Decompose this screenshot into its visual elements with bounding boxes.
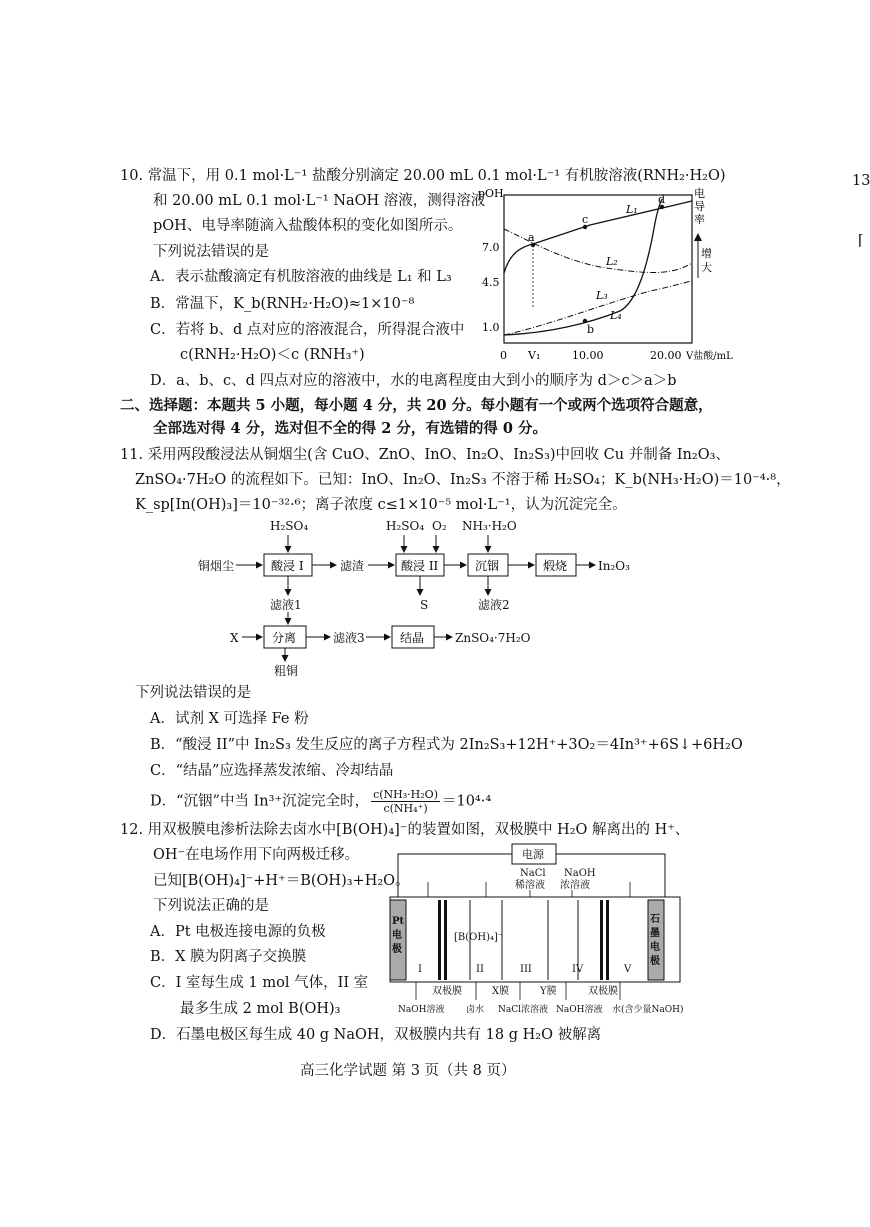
q12-option-c2: 最多生成 2 mol B(OH)₃ [180,1001,341,1017]
section2-line2: 全部选对得 4 分，选对但不全的得 2 分，有选错的得 0 分。 [153,420,548,437]
q11-option-d: D．“沉铟”中当 In³⁺沉淀完全时， $\frac{\text{c(NH₃·H₂O)}}{\text{c(NH₄⁺)}}$ ＝10⁴·⁴ [150,788,492,815]
svg-text:极: 极 [650,956,660,967]
svg-text:墨: 墨 [650,928,660,939]
q11-line1: 11. 采用两段酸浸法从铜烟尘(含 CuO、ZnO、InO、In₂O、In₂S₃)中回收 Cu 并制备 In₂O₃、 [120,447,730,463]
right-axis-label-1: 电 [694,187,705,200]
svg-text:Pt: Pt [392,916,405,927]
right-axis-label-2: 导 [694,200,705,213]
svg-text:分离: 分离 [272,631,297,645]
svg-text:电源: 电源 [522,848,544,861]
y-tick-1: 1.0 [482,321,500,334]
svg-text:NaCl浓溶液: NaCl浓溶液 [498,1005,549,1015]
svg-text:Y膜: Y膜 [540,986,557,997]
svg-text:煅烧: 煅烧 [543,559,568,573]
d-numerator: c(NH₃·H₂O) [373,788,438,801]
q11-option-b: B．“酸浸 II”中 In₂S₃ 发生反应的离子方程式为 2In₂S₃+12H⁺+3O₂＝4In³⁺+6S↓+6H₂O [150,737,743,753]
q10-option-b: B．常温下，K_b(RNH₂·H₂O)≈1×10⁻⁸ [150,296,415,312]
svg-text:In₂O₃: In₂O₃ [598,559,630,573]
svg-text:[B(OH)₄]⁻: [B(OH)₄]⁻ [454,932,504,943]
svg-text:水(含少量NaOH): 水(含少量NaOH) [612,1005,684,1015]
svg-text:滤渣: 滤渣 [340,559,365,573]
svg-text:III: III [520,964,532,975]
q10-line2: 和 20.00 mL 0.1 mol·L⁻¹ NaOH 溶液，测得溶液 [153,193,486,209]
section2-line1: 二、选择题：本题共 5 小题，每小题 4 分，共 20 分。每小题有一个或两个选项符合题意， [120,397,713,414]
svg-text:双极膜: 双极膜 [588,986,618,997]
svg-text:酸浸 II: 酸浸 II [401,559,439,573]
increase-label-2: 大 [701,261,712,274]
svg-text:滤液3: 滤液3 [333,631,365,645]
x-tick-20: 20.00 [650,349,682,362]
label-l1: L₁ [626,203,638,216]
label-l4: L₄ [610,309,622,322]
svg-text:滤液1: 滤液1 [270,598,302,612]
svg-text:滤液2: 滤液2 [478,598,510,612]
svg-text:NaOH: NaOH [564,868,596,879]
q11-line3: K_sp[In(OH)₃]＝10⁻³²·⁶；离子浓度 c≤1×10⁻⁵ mol·L⁻¹，认为沉淀完全。 [135,497,627,513]
point-b: b [587,323,595,336]
svg-text:NaOH溶液: NaOH溶液 [556,1005,603,1015]
q10-option-c: C．若将 b、d 点对应的溶液混合，所得混合液中 [150,322,465,338]
q12-line3: 已知[B(OH)₄]⁻+H⁺＝B(OH)₃+H₂O。 [153,873,410,889]
q11-option-c: C．“结晶”应选择蒸发浓缩、冷却结晶 [150,763,394,779]
svg-text:NaCl: NaCl [520,868,546,879]
x-axis-label: V盐酸/mL [686,351,733,362]
svg-text:电: 电 [392,930,402,941]
svg-text:X: X [230,631,239,645]
svg-text:浓溶液: 浓溶液 [560,880,590,891]
q10-option-c2: c(RNH₂·H₂O)＜c (RNH₃⁺) [180,347,365,363]
svg-text:H₂SO₄: H₂SO₄ [270,519,309,533]
svg-text:结晶: 结晶 [400,631,425,645]
q12-option-d: D．石墨电极区每生成 40 g NaOH，双极膜内共有 18 g H₂O 被解离 [150,1027,602,1043]
svg-text:X膜: X膜 [492,986,510,997]
svg-text:双极膜: 双极膜 [432,986,462,997]
q12-line4: 下列说法正确的是 [153,898,269,914]
right-axis-label-3: 率 [694,213,705,226]
q12-option-a: A．Pt 电极连接电源的负极 [150,924,326,940]
svg-text:II: II [476,964,484,975]
q10-option-a: A．表示盐酸滴定有机胺溶液的曲线是 L₁ 和 L₃ [150,269,452,285]
q12-line1: 12. 用双极膜电渗析法除去卤水中[B(OH)₄]⁻的装置如图，双极膜中 H₂O 解离出的 H⁺、 [120,822,690,838]
page-footer: 高三化学试题 第 3 页（共 8 页） [300,1063,516,1079]
svg-text:酸浸 I: 酸浸 I [271,559,304,573]
svg-text:IV: IV [572,964,584,975]
point-a: a [528,231,535,244]
label-l3: L₃ [596,289,608,302]
q11-prompt: 下列说法错误的是 [135,685,251,701]
svg-text:石: 石 [650,914,660,925]
q12-option-b: B．X 膜为阴离子交换膜 [150,949,307,965]
q10-option-d: D．a、b、c、d 四点对应的溶液中，水的电离程度由大到小的顺序为 d＞c＞a＞b [150,373,677,389]
point-c: c [582,213,589,226]
q10-titration-graph [470,183,738,365]
edge-bracket: ⌈ [858,233,864,249]
svg-text:电: 电 [650,942,660,953]
svg-text:S: S [420,598,429,612]
svg-text:NH₃·H₂O: NH₃·H₂O [462,519,517,533]
y-tick-7: 7.0 [482,241,500,254]
svg-text:极: 极 [392,944,402,955]
point-d: d [658,193,666,206]
q12-line2: OH⁻在电场作用下向两极迁移。 [153,847,360,863]
q10-line3: pOH、电导率随滴入盐酸体积的变化如图所示。 [153,218,463,234]
svg-text:V: V [624,964,632,975]
q11-line2: ZnSO₄·7H₂O 的流程如下。已知：InO、In₂O、In₂S₃ 不溶于稀 H₂SO₄；K_b(NH₃·H₂O)＝10⁻⁴·⁸， [135,472,791,488]
x-tick-0: 0 [500,349,507,362]
svg-text:稀溶液: 稀溶液 [515,880,545,891]
x-tick-10: 10.00 [572,349,604,362]
q10-line1: 10. 常温下，用 0.1 mol·L⁻¹ 盐酸分别滴定 20.00 mL 0.1 mol·L⁻¹ 有机胺溶液(RNH₂·H₂O) [120,168,726,184]
y-axis-label: pOH [478,187,504,200]
d-denominator: c(NH₄⁺) [383,802,428,815]
graphite-electrode [648,900,664,980]
q11-option-a: A．试剂 X 可选择 Fe 粉 [150,711,309,727]
q12-electrodialysis-diagram [380,842,698,1020]
svg-text:NaOH溶液: NaOH溶液 [398,1005,445,1015]
svg-text:粗铜: 粗铜 [274,664,299,678]
y-tick-4.5: 4.5 [482,276,500,289]
x-tick-v1: V₁ [528,349,541,362]
q12-option-c: C．I 室每生成 1 mol 气体，II 室 [150,975,369,991]
q10-line4: 下列说法错误的是 [153,244,269,260]
svg-text:沉铟: 沉铟 [475,559,500,573]
svg-text:H₂SO₄: H₂SO₄ [386,519,425,533]
svg-text:铜烟尘: 铜烟尘 [198,559,235,573]
svg-text:ZnSO₄·7H₂O: ZnSO₄·7H₂O [455,631,531,645]
label-l2: L₂ [606,255,618,268]
svg-text:卤水: 卤水 [466,1005,485,1015]
q11-flowchart [190,515,660,680]
svg-text:O₂: O₂ [432,519,447,533]
svg-text:I: I [418,964,422,975]
increase-label-1: 增 [701,247,712,260]
edge-mark: 13 [852,173,870,189]
